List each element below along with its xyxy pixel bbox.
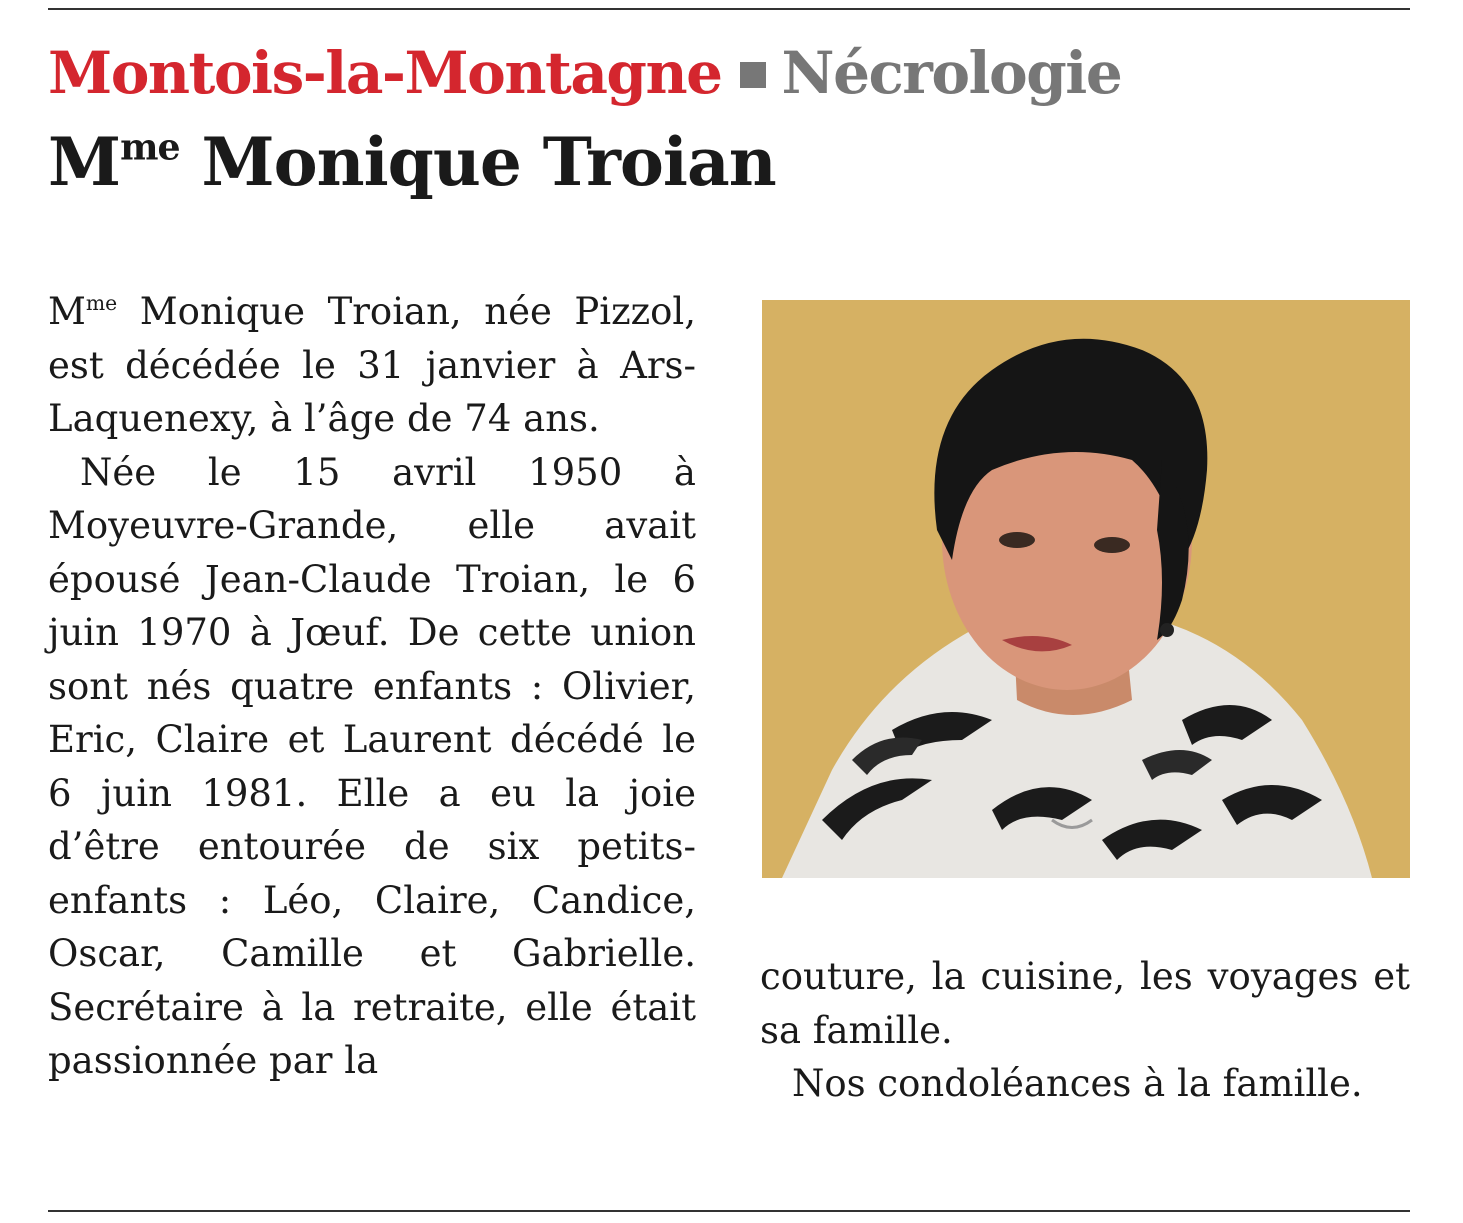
title-prefix: M xyxy=(48,123,121,201)
paragraph-2: Née le 15 avril 1950 à Moyeuvre-Grande, elle avait épousé Jean-Claude Troian, le 6 juin 1970 à Jœuf. De cette union sont nés quatre enfants : Olivier, Eric, Claire et Laurent décédé le 6 juin 1981. Elle a eu la joie d’être entourée de six petits-enfants : Léo, Claire, Candice, Oscar, Camille et Gabrielle. Secrétaire à la retraite, elle était passionnée par la xyxy=(48,450,696,1082)
separator-square-icon xyxy=(740,62,766,88)
p1-prefix: M xyxy=(48,290,86,333)
title-name: Monique Troian xyxy=(201,123,776,201)
p1-prefix-sup: me xyxy=(85,290,118,315)
p1-text: Monique Troian, née Pizzol, est décédée le 31 janvier à Ars-Laquenexy, à l’âge de 74 ans. xyxy=(48,290,696,440)
section-label: Nécrologie xyxy=(781,39,1122,107)
article-column-left xyxy=(48,285,696,1088)
bottom-rule xyxy=(48,1210,1410,1212)
location-label: Montois-la-Montagne xyxy=(48,39,722,107)
paragraph-2-continued: couture, la cuisine, les voyages et sa famille. xyxy=(760,955,1410,1052)
portrait-photo xyxy=(762,300,1410,878)
article-column-right xyxy=(760,950,1410,1111)
title-prefix-sup: me xyxy=(120,125,180,169)
paragraph-1 xyxy=(48,285,696,446)
top-rule xyxy=(48,8,1410,10)
portrait-image xyxy=(762,300,1410,878)
paragraph-3: Nos condoléances à la famille. xyxy=(792,1062,1363,1105)
page-title xyxy=(48,120,776,204)
kicker xyxy=(48,38,1121,108)
